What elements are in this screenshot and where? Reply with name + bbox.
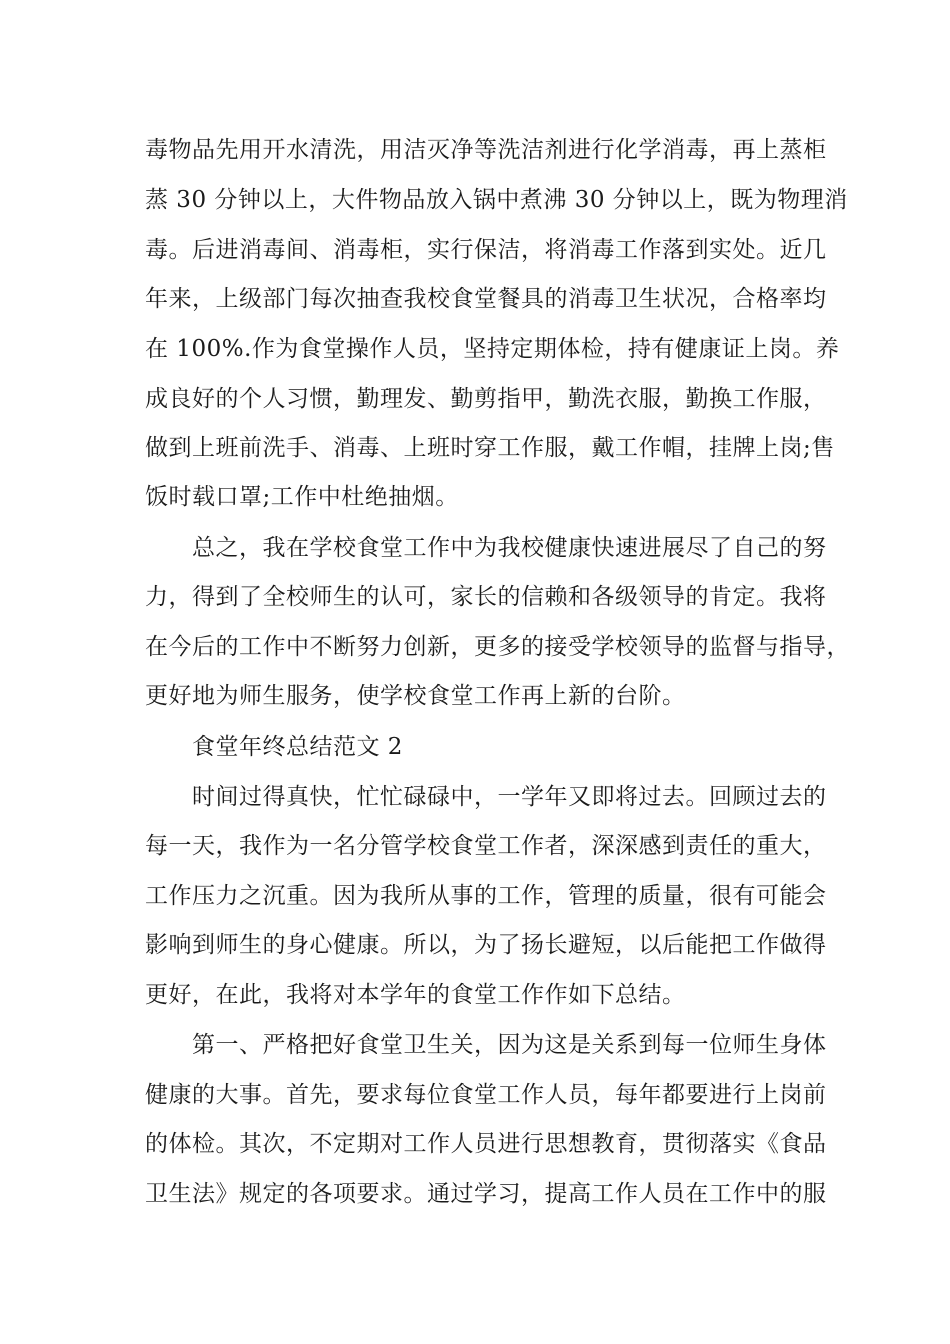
text-line: 卫生法》规定的各项要求。通过学习，提高工作人员在工作中的服 [145,1181,827,1207]
text-line: 年来，上级部门每次抽查我校食堂餐具的消毒卫生状况，合格率均 [145,286,827,312]
text-line: 毒。后进消毒间、消毒柜，实行保洁，将消毒工作落到实处。近几 [145,237,827,263]
paragraph-first-line: 总之，我在学校食堂工作中为我校健康快速进展尽了自己的努 [192,535,827,561]
paragraph-first-line: 第一、严格把好食堂卫生关，因为这是关系到每一位师生身体 [192,1032,827,1058]
text-line: 做到上班前洗手、消毒、上班时穿工作服，戴工作帽，挂牌上岗;售 [145,435,835,461]
paragraph-first-line: 时间过得真快，忙忙碌碌中，一学年又即将过去。回顾过去的 [192,784,827,810]
text-line: 每一天，我作为一名分管学校食堂工作者，深深感到责任的重大， [145,833,827,859]
section-heading: 食堂年终总结范文 2 [192,734,403,760]
text-line: 健康的大事。首先，要求每位食堂工作人员，每年都要进行上岗前 [145,1082,827,1108]
text-line: 更好地为师生服务，使学校食堂工作再上新的台阶。 [145,683,686,709]
text-line: 的体检。其次，不定期对工作人员进行思想教育，贯彻落实《食品 [145,1131,827,1157]
text-line: 在今后的工作中不断努力创新，更多的接受学校领导的监督与指导， [145,634,850,660]
text-line: 工作压力之沉重。因为我所从事的工作，管理的质量，很有可能会 [145,883,827,909]
text-line: 饭时载口罩;工作中杜绝抽烟。 [145,484,459,510]
text-line: 在 100%.作为食堂操作人员，坚持定期体检，持有健康证上岗。养 [145,336,840,362]
text-line: 毒物品先用开水清洗，用洁灭净等洗洁剂进行化学消毒，再上蒸柜 [145,137,827,163]
text-line: 蒸 30 分钟以上，大件物品放入锅中煮沸 30 分钟以上，既为物理消 [145,187,848,213]
text-line: 成良好的个人习惯，勤理发、勤剪指甲，勤洗衣服，勤换工作服， [145,386,827,412]
text-line: 力，得到了全校师生的认可，家长的信赖和各级领导的肯定。我将 [145,584,827,610]
text-line: 更好，在此，我将对本学年的食堂工作作如下总结。 [145,982,686,1008]
text-line: 影响到师生的身心健康。所以，为了扬长避短，以后能把工作做得 [145,932,827,958]
